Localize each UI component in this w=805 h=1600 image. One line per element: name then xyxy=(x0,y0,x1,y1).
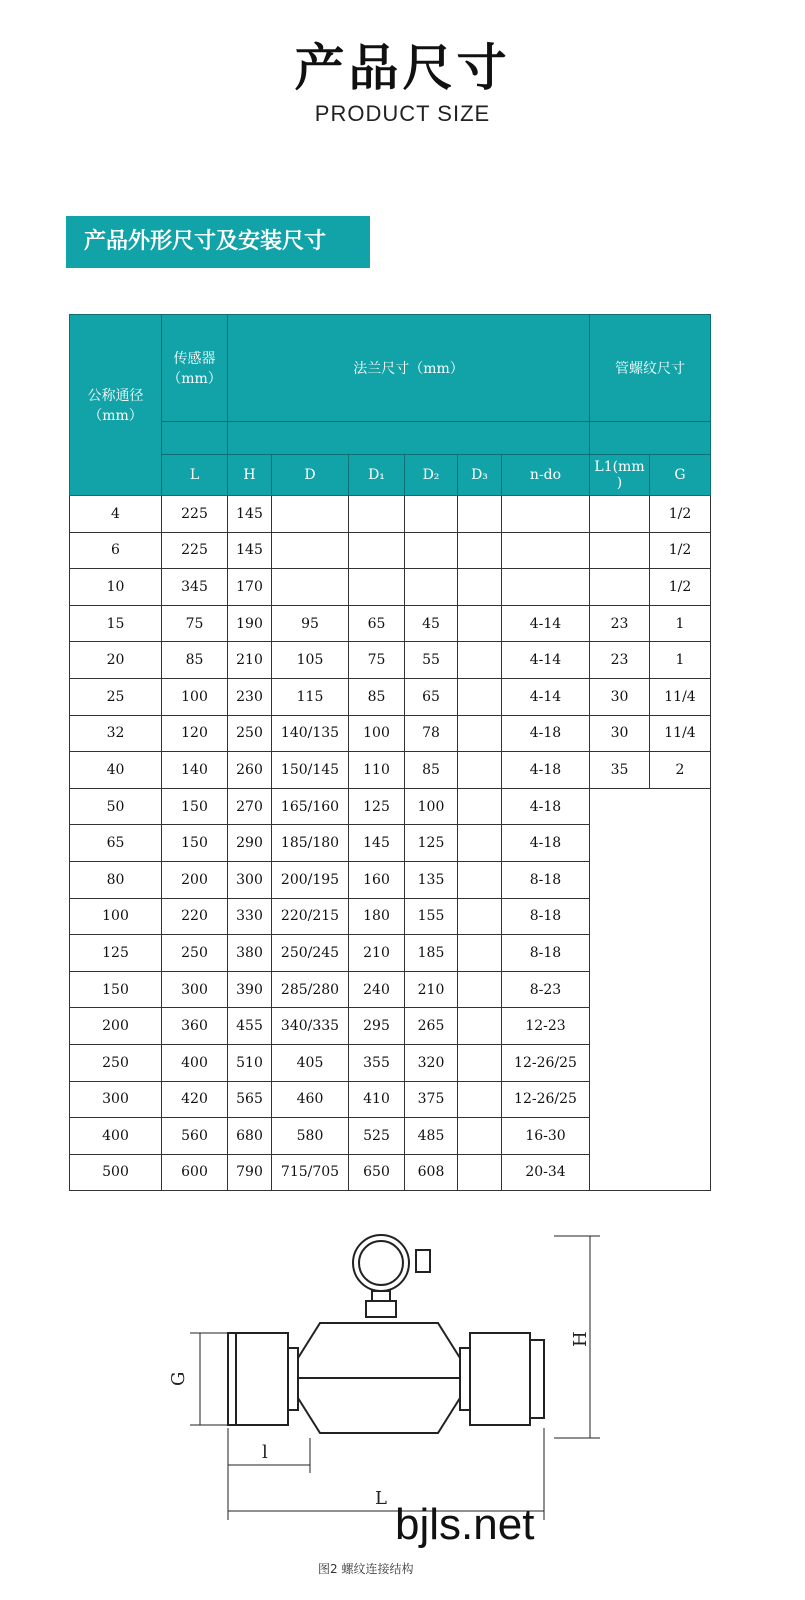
table-cell xyxy=(502,532,590,569)
table-cell: 225 xyxy=(162,532,228,569)
table-cell: 100 xyxy=(349,715,405,752)
table-cell: 340/335 xyxy=(272,1008,349,1045)
table-cell: 95 xyxy=(272,605,349,642)
table-cell: 140 xyxy=(162,752,228,789)
table-cell: 50 xyxy=(70,788,162,825)
table-cell xyxy=(458,935,502,972)
table-cell: 165/160 xyxy=(272,788,349,825)
empty-thread-cell xyxy=(590,788,711,1191)
table-cell: 11/4 xyxy=(650,715,711,752)
table-cell xyxy=(458,642,502,679)
table-row xyxy=(70,569,711,606)
table-cell: 125 xyxy=(349,788,405,825)
table-cell: 75 xyxy=(162,605,228,642)
header-D2: D₂ xyxy=(405,455,458,496)
table-cell: 2 xyxy=(650,752,711,789)
table-cell: 65 xyxy=(349,605,405,642)
table-cell: 20 xyxy=(70,642,162,679)
table-cell: 55 xyxy=(405,642,458,679)
table-cell: 110 xyxy=(349,752,405,789)
table-cell: 140/135 xyxy=(272,715,349,752)
table-cell xyxy=(405,532,458,569)
table-cell xyxy=(590,496,650,533)
table-cell: 150/145 xyxy=(272,752,349,789)
table-cell: 410 xyxy=(349,1081,405,1118)
table-cell: 355 xyxy=(349,1044,405,1081)
table-cell: 150 xyxy=(162,825,228,862)
table-cell: 115 xyxy=(272,678,349,715)
table-cell xyxy=(405,569,458,606)
table-cell: 565 xyxy=(228,1081,272,1118)
table-cell: 715/705 xyxy=(272,1154,349,1191)
table-cell: 125 xyxy=(405,825,458,862)
table-cell: 405 xyxy=(272,1044,349,1081)
table-cell: 78 xyxy=(405,715,458,752)
table-cell: 680 xyxy=(228,1118,272,1155)
table-cell xyxy=(458,861,502,898)
table-cell: 20-34 xyxy=(502,1154,590,1191)
diagram-label-l: l xyxy=(262,1442,268,1463)
table-cell: 45 xyxy=(405,605,458,642)
table-cell: 23 xyxy=(590,605,650,642)
table-cell: 460 xyxy=(272,1081,349,1118)
table-cell: 1 xyxy=(650,605,711,642)
table-cell: 320 xyxy=(405,1044,458,1081)
header-G: G xyxy=(650,455,711,496)
table-cell xyxy=(458,752,502,789)
table-cell: 125 xyxy=(70,935,162,972)
table-cell: 360 xyxy=(162,1008,228,1045)
table-cell: 32 xyxy=(70,715,162,752)
table-cell: 400 xyxy=(162,1044,228,1081)
table-cell: 185/180 xyxy=(272,825,349,862)
table-cell: 4-14 xyxy=(502,605,590,642)
diagram-label-H: H xyxy=(570,1331,591,1347)
table-cell: 100 xyxy=(162,678,228,715)
table-cell: 250 xyxy=(70,1044,162,1081)
table-cell: 270 xyxy=(228,788,272,825)
header-H: H xyxy=(228,455,272,496)
table-cell: 120 xyxy=(162,715,228,752)
header-blank xyxy=(228,422,590,455)
table-cell xyxy=(458,605,502,642)
watermark: bjls.net xyxy=(395,1500,535,1549)
table-cell: 510 xyxy=(228,1044,272,1081)
table-cell: 145 xyxy=(228,532,272,569)
table-cell: 65 xyxy=(70,825,162,862)
table-cell: 1/2 xyxy=(650,569,711,606)
table-cell: 210 xyxy=(405,971,458,1008)
page-title: 产品尺寸 xyxy=(294,39,511,97)
table-cell: 100 xyxy=(70,898,162,935)
table-cell: 500 xyxy=(70,1154,162,1191)
table-row xyxy=(70,678,711,715)
table-cell: 150 xyxy=(70,971,162,1008)
table-cell xyxy=(458,569,502,606)
table-cell: 250/245 xyxy=(272,935,349,972)
table-cell: 300 xyxy=(228,861,272,898)
table-cell xyxy=(458,1081,502,1118)
header-sensor: 传感器 （mm） xyxy=(162,315,228,422)
table-cell: 12-26/25 xyxy=(502,1044,590,1081)
table-cell: 250 xyxy=(162,935,228,972)
table-cell: 40 xyxy=(70,752,162,789)
diagram-label-L: L xyxy=(375,1488,387,1509)
table-cell: 650 xyxy=(349,1154,405,1191)
table-cell: 145 xyxy=(349,825,405,862)
thread-connection-diagram xyxy=(150,1228,610,1558)
diagram-label-G: G xyxy=(168,1371,189,1386)
table-cell: 600 xyxy=(162,1154,228,1191)
table-cell: 15 xyxy=(70,605,162,642)
table-cell: 200 xyxy=(70,1008,162,1045)
table-cell: 265 xyxy=(405,1008,458,1045)
table-cell xyxy=(458,678,502,715)
table-cell xyxy=(349,496,405,533)
table-cell xyxy=(458,1154,502,1191)
table-cell: 485 xyxy=(405,1118,458,1155)
table-cell xyxy=(272,532,349,569)
table-cell: 1/2 xyxy=(650,532,711,569)
table-cell: 375 xyxy=(405,1081,458,1118)
table-cell: 1 xyxy=(650,642,711,679)
table-cell: 4-18 xyxy=(502,715,590,752)
section-label: 产品外形尺寸及安装尺寸 xyxy=(66,216,370,268)
table-cell: 4-14 xyxy=(502,678,590,715)
header-flange: 法兰尺寸（mm） xyxy=(228,315,590,422)
table-cell xyxy=(458,788,502,825)
table-cell xyxy=(458,532,502,569)
table-cell: 240 xyxy=(349,971,405,1008)
table-cell xyxy=(272,569,349,606)
table-cell: 4-18 xyxy=(502,825,590,862)
table-cell xyxy=(502,496,590,533)
table-cell: 145 xyxy=(228,496,272,533)
table-cell: 420 xyxy=(162,1081,228,1118)
table-cell xyxy=(458,715,502,752)
table-cell xyxy=(458,898,502,935)
table-cell: 300 xyxy=(70,1081,162,1118)
table-cell: 580 xyxy=(272,1118,349,1155)
table-cell: 35 xyxy=(590,752,650,789)
table-cell xyxy=(458,825,502,862)
table-row xyxy=(70,605,711,642)
header-D1: D₁ xyxy=(349,455,405,496)
table-cell: 6 xyxy=(70,532,162,569)
table-cell: 135 xyxy=(405,861,458,898)
table-cell: 225 xyxy=(162,496,228,533)
table-cell: 4-18 xyxy=(502,752,590,789)
table-cell xyxy=(458,1044,502,1081)
header-L: L xyxy=(162,455,228,496)
table-cell: 220 xyxy=(162,898,228,935)
table-cell: 155 xyxy=(405,898,458,935)
header-blank xyxy=(590,422,711,455)
table-cell xyxy=(590,532,650,569)
table-cell xyxy=(405,496,458,533)
table-cell: 23 xyxy=(590,642,650,679)
diagram-caption: 图2 螺纹连接结构 xyxy=(318,1562,414,1576)
table-cell: 4 xyxy=(70,496,162,533)
table-row xyxy=(70,532,711,569)
table-cell: 290 xyxy=(228,825,272,862)
table-cell: 30 xyxy=(590,715,650,752)
header-ndo: n-do xyxy=(502,455,590,496)
table-cell: 100 xyxy=(405,788,458,825)
table-cell: 170 xyxy=(228,569,272,606)
table-cell: 295 xyxy=(349,1008,405,1045)
table-cell: 400 xyxy=(70,1118,162,1155)
table-cell: 12-23 xyxy=(502,1008,590,1045)
table-cell: 230 xyxy=(228,678,272,715)
table-row xyxy=(70,788,711,825)
table-cell xyxy=(458,971,502,1008)
table-cell: 85 xyxy=(162,642,228,679)
table-row xyxy=(70,752,711,789)
table-cell: 190 xyxy=(228,605,272,642)
table-cell: 4-14 xyxy=(502,642,590,679)
table-cell: 185 xyxy=(405,935,458,972)
table-cell: 8-18 xyxy=(502,861,590,898)
header-D: D xyxy=(272,455,349,496)
table-cell: 105 xyxy=(272,642,349,679)
table-row xyxy=(70,642,711,679)
table-cell: 150 xyxy=(162,788,228,825)
table-cell xyxy=(349,569,405,606)
table-cell: 200 xyxy=(162,861,228,898)
table-body xyxy=(70,496,711,1191)
table-cell: 65 xyxy=(405,678,458,715)
table-cell: 260 xyxy=(228,752,272,789)
table-cell xyxy=(458,496,502,533)
table-cell: 85 xyxy=(405,752,458,789)
table-cell: 220/215 xyxy=(272,898,349,935)
header-blank xyxy=(162,422,228,455)
table-cell: 180 xyxy=(349,898,405,935)
table-cell: 1/2 xyxy=(650,496,711,533)
table-cell: 380 xyxy=(228,935,272,972)
table-cell xyxy=(502,569,590,606)
table-row xyxy=(70,715,711,752)
table-row xyxy=(70,496,711,533)
table-cell: 80 xyxy=(70,861,162,898)
table-cell: 4-18 xyxy=(502,788,590,825)
table-cell: 25 xyxy=(70,678,162,715)
table-cell: 16-30 xyxy=(502,1118,590,1155)
table-cell: 608 xyxy=(405,1154,458,1191)
table-cell: 210 xyxy=(349,935,405,972)
table-cell: 160 xyxy=(349,861,405,898)
table-cell: 345 xyxy=(162,569,228,606)
table-cell: 285/280 xyxy=(272,971,349,1008)
table-cell: 8-18 xyxy=(502,935,590,972)
table-cell: 10 xyxy=(70,569,162,606)
table-cell: 455 xyxy=(228,1008,272,1045)
table-cell: 8-18 xyxy=(502,898,590,935)
table-cell: 200/195 xyxy=(272,861,349,898)
header-L1: L1(mm ) xyxy=(590,455,650,496)
table-cell xyxy=(349,532,405,569)
table-cell: 30 xyxy=(590,678,650,715)
table-cell: 8-23 xyxy=(502,971,590,1008)
table-cell: 390 xyxy=(228,971,272,1008)
table-cell: 525 xyxy=(349,1118,405,1155)
table-cell xyxy=(272,496,349,533)
table-cell xyxy=(458,1118,502,1155)
table-cell: 300 xyxy=(162,971,228,1008)
table-cell: 330 xyxy=(228,898,272,935)
table-cell: 790 xyxy=(228,1154,272,1191)
table-cell: 75 xyxy=(349,642,405,679)
table-cell: 210 xyxy=(228,642,272,679)
table-cell: 85 xyxy=(349,678,405,715)
header-thread: 管螺纹尺寸 xyxy=(590,315,711,422)
table-cell: 560 xyxy=(162,1118,228,1155)
page-subtitle: PRODUCT SIZE xyxy=(314,101,491,126)
header-nominal-diameter: 公称通径 （mm） xyxy=(70,315,162,496)
table-cell: 11/4 xyxy=(650,678,711,715)
table-cell xyxy=(458,1008,502,1045)
table-cell xyxy=(590,569,650,606)
header-D3: D₃ xyxy=(458,455,502,496)
table-cell: 12-26/25 xyxy=(502,1081,590,1118)
table-cell: 250 xyxy=(228,715,272,752)
size-table xyxy=(69,314,711,1191)
